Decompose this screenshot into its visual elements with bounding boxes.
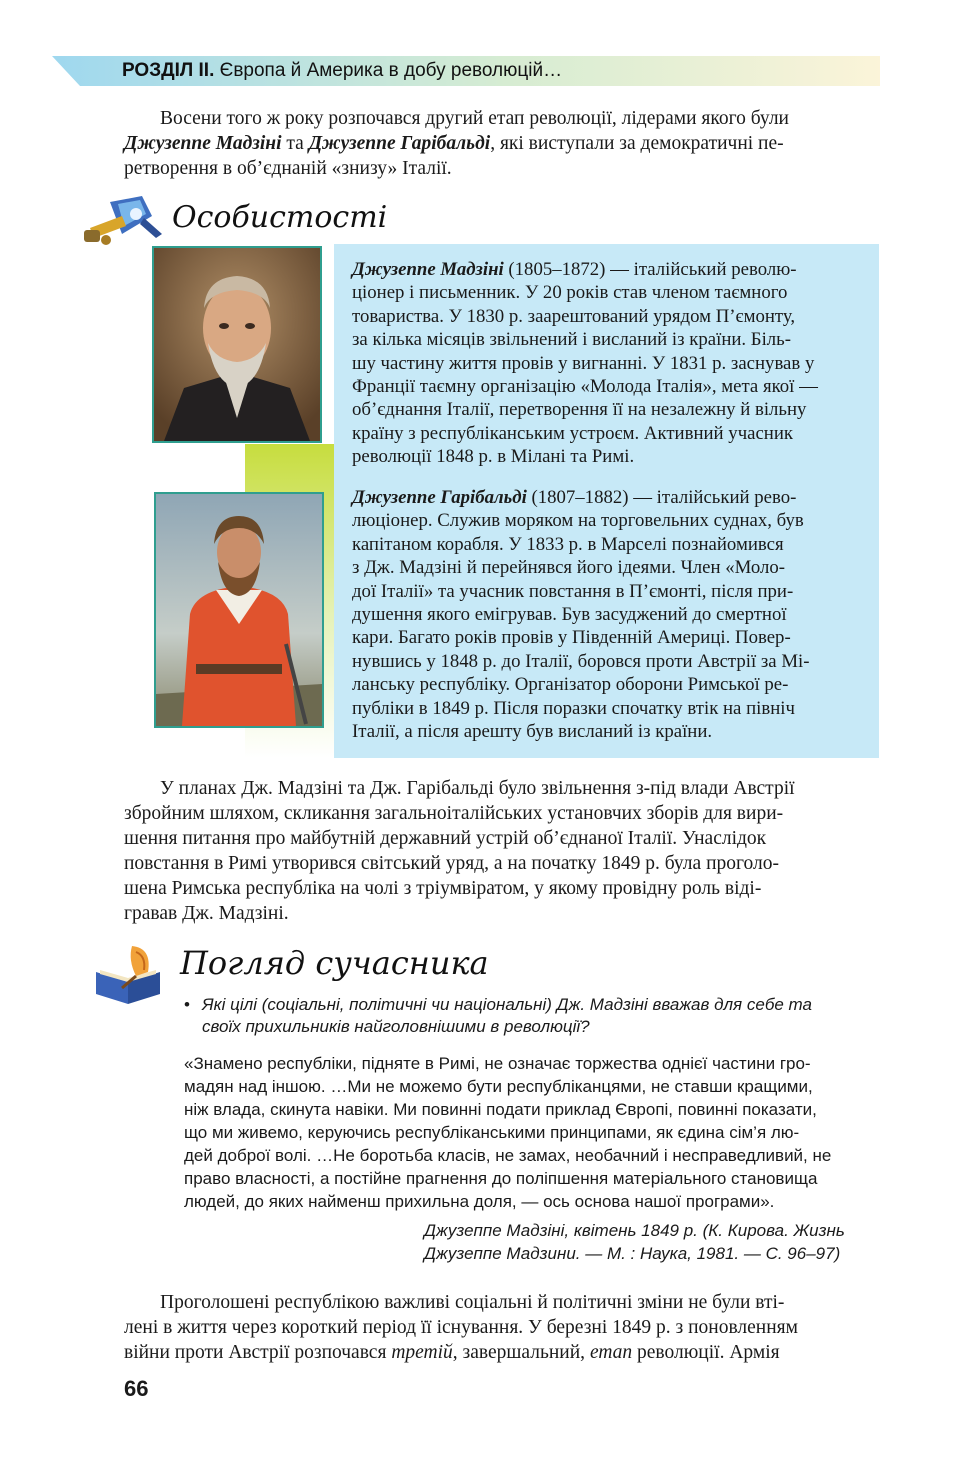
quote-line: ніж влада, скинута навіки. Ми повинні подати приклад Європі, повинні показати, — [184, 1100, 817, 1119]
bio-line: дої Італії» та учасник повстання в П’ємонті, після при- — [352, 580, 794, 602]
source-line: Джузеппе Мадзини. — М. : Наука, 1981. — С. 96–97) — [424, 1244, 841, 1263]
bio-line: Франції таємну організацію «Молода Італія», мета якої — — [352, 376, 818, 398]
bio-line: з Дж. Мадзіні й перейнявся його ідеями. Член «Моло- — [352, 557, 786, 579]
garibaldi-portrait — [154, 492, 324, 728]
plans-line: гравав Дж. Мадзіні. — [124, 903, 289, 924]
quote-line: «Знамено республіки, підняте в Римі, не означає торжества однієї частини гро- — [184, 1054, 811, 1073]
intro-line: ретворення в об’єднаній «знизу» Італії. — [124, 158, 452, 179]
closing-emph: третій — [391, 1342, 453, 1363]
name-garibaldi: Джузеппе Гарібальді — [308, 133, 491, 154]
plans-paragraph — [124, 776, 880, 926]
intro-line: , які виступали за демократичні пе- — [490, 133, 784, 154]
bio-line: об’єднання Італії, перетворення її на незалежну й вільну — [352, 399, 807, 421]
book-quill-icon — [92, 942, 164, 1011]
question-line: своїх прихильників найголовнішими в революції? — [202, 1017, 590, 1036]
bio-line: країну з республіканським устроєм. Активний учасник — [352, 422, 794, 444]
quote — [184, 1052, 880, 1213]
page-number: 66 — [124, 1376, 149, 1401]
bio-line: ціонер і письменник. У 20 років став членом таємного — [352, 282, 788, 304]
bio-line: (1807–1882) — італійський рево- — [526, 487, 797, 508]
closing-line: лені в життя через короткий період її існування. У березні 1849 р. з поновленням — [124, 1317, 798, 1338]
section-title: Європа й Америка в добу революцій… — [219, 60, 563, 81]
mazzini-bio — [352, 258, 860, 469]
closing-text: війни проти Австрії розпочався — [124, 1342, 392, 1363]
quote-line: право власності, а постійне прагнення до поліпшення матеріального становища — [184, 1169, 818, 1188]
closing-text: революції. Армія — [632, 1342, 780, 1363]
plans-line: повстання в Римі утворився світський уряд, а на початку 1849 р. була проголо- — [124, 853, 779, 874]
bio-line: нувшись у 1848 р. до Італії, боровся проти Австрії за Мі- — [352, 650, 810, 672]
intro-conj: та — [281, 133, 309, 154]
personalities-title: Особистості — [172, 200, 388, 235]
intro-line: Восени того ж року розпочався другий етап революції, лідерами якого були — [160, 108, 789, 129]
name-mazzini: Джузеппе Мадзіні — [124, 133, 282, 154]
quote-line: мадян над іншою. …Ми не можемо бути республіканцями, не ставши кращими, — [184, 1077, 813, 1096]
contemporary-block — [184, 994, 880, 1265]
garibaldi-bio — [352, 486, 860, 743]
page-header — [122, 60, 562, 82]
question — [184, 994, 880, 1038]
contemporary-title: Погляд сучасника — [180, 944, 489, 982]
bio-line: ланську республіку. Організатор оборони Римської ре- — [352, 674, 789, 696]
quote-line: людей, до яких найменш прихильна доля, — ось основа нашої програми». — [184, 1192, 775, 1211]
closing-line — [124, 1340, 880, 1365]
plans-line: шена Римська республіка на чолі з тріумвіратом, у якому провідну роль віді- — [124, 878, 762, 899]
quote-source — [184, 1219, 880, 1265]
bio-line: душення якого емігрував. Був засуджений до смертної — [352, 604, 787, 626]
bio-line: за кілька місяців звільнений і висланий із країни. Біль- — [352, 329, 792, 351]
quote-line: дей доброї волі. …Не боротьба класів, не замах, необачний і несправедливий, не — [184, 1146, 832, 1165]
closing-text: , завершальний, — [452, 1342, 590, 1363]
plans-line: шення питання про майбутній державний устрій об’єднаної Італії. Унаслідок — [124, 828, 767, 849]
bio-line: кари. Багато років провів у Південній Америці. Повер- — [352, 627, 791, 649]
quote-line: що ми живемо, керуючись республіканськими принципами, як єдина сім’я лю- — [184, 1123, 800, 1142]
bio-line: революції 1848 р. в Мілані та Римі. — [352, 446, 635, 468]
bio-line: шу частину життя провів у вигнанні. У 1831 р. заснував у — [352, 352, 815, 374]
mazzini-portrait — [152, 246, 322, 443]
plans-line: У планах Дж. Мадзіні та Дж. Гарібальді було звільнення з-під влади Австрії — [160, 778, 795, 799]
question-line: • Які цілі (соціальні, політичні чи національні) Дж. Мадзіні вважав для себе та — [202, 995, 812, 1014]
bio-line: публіки в 1849 р. Після поразки спочатку втік на північ — [352, 697, 795, 719]
bio-line: (1805–1872) — італійський револю- — [503, 259, 797, 280]
mazzini-name: Джузеппе Мадзіні — [352, 259, 504, 280]
section-label: РОЗДІЛ ІІ. — [122, 60, 215, 81]
bio-line: капітаном корабля. У 1833 р. в Марселі познайомився — [352, 533, 784, 555]
plans-line: збройним шляхом, скликання загальноіталійських установчих зборів для вири- — [124, 803, 784, 824]
bio-line: Італії, а після арешту був висланий із країни. — [352, 721, 713, 743]
bio-line: товариства. У 1830 р. заарештований урядом П’ємонту, — [352, 305, 796, 327]
bio-line: люціонер. Служив моряком на торговельних суднах, був — [352, 510, 804, 532]
source-line: Джузеппе Мадзіні, квітень 1849 р. (К. Кирова. Жизнь — [424, 1221, 845, 1240]
closing-paragraph — [124, 1290, 880, 1365]
closing-line: Проголошені республікою важливі соціальні й політичні зміни не були вті- — [160, 1292, 785, 1313]
closing-emph: етап — [589, 1342, 633, 1363]
intro-paragraph — [124, 106, 880, 181]
garibaldi-name: Джузеппе Гарібальді — [352, 487, 527, 508]
